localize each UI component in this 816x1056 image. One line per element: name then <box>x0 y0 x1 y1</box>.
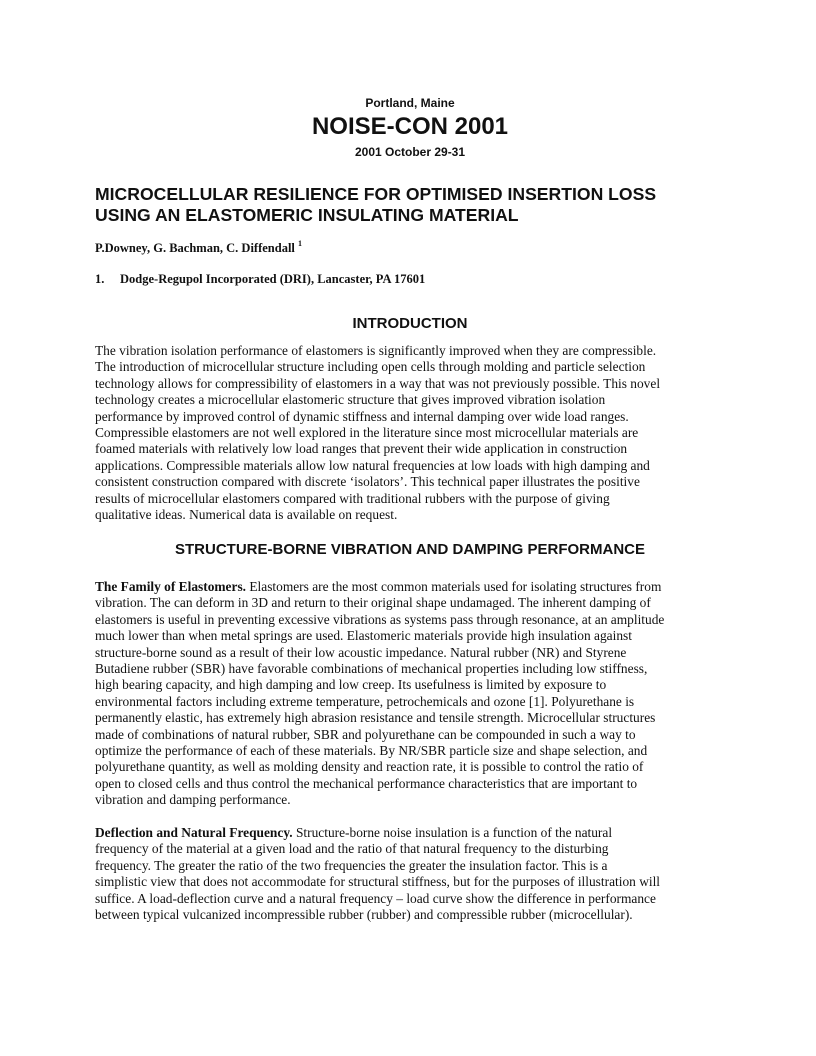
text-line: polyurethane quantity, as well as molding density and reaction rate, it is possible to control the ratio of <box>95 759 644 775</box>
text-line: vibration. The can deform in 3D and return to their original shape undamaged. The inherent damping of <box>95 595 651 611</box>
conference-location: Portland, Maine <box>365 96 455 110</box>
text-line: suffice. A load-deflection curve and a natural frequency – load curve show the difference in performance <box>95 890 656 906</box>
text-line: permanently elastic, has extremely high abrasion resistance and tensile strength. Microcellular structures <box>95 710 656 726</box>
text-line: frequency. The greater the ratio of the two frequencies the greater the insulation factor. This is a <box>95 857 608 873</box>
section-heading-structure-borne: STRUCTURE-BORNE VIBRATION AND DAMPING PERFORMANCE <box>175 541 645 558</box>
section-heading-introduction: INTRODUCTION <box>352 315 468 332</box>
run-in-heading: Deflection and Natural Frequency. <box>95 825 293 840</box>
text-line: technology allows for compressibility of elastomers in a way that was not previously possible. This novel <box>95 375 661 391</box>
text-line: made of combinations of natural rubber, SBR and polyurethane can be compounded in such a way to <box>95 726 636 742</box>
deflection-paragraph <box>95 825 725 923</box>
text-line: The Family of Elastomers. Elastomers are the most common materials used for isolating structures from <box>95 579 662 594</box>
text-line: simplistic view that does not accommodate for structural stiffness, but for the purposes of illustration will <box>95 874 661 890</box>
run-in-heading: The Family of Elastomers. <box>95 579 246 594</box>
text-line: consistent construction compared with discrete ‘isolators’. This technical paper illustrates the positive <box>95 474 640 490</box>
paper-title <box>95 184 725 226</box>
text-line: elastomers is useful in preventing excessive vibrations as systems pass through resonance, at an amplitude <box>95 611 665 627</box>
text-line: qualitative ideas. Numerical data is available on request. <box>95 507 398 523</box>
text-line: The vibration isolation performance of elastomers is significantly improved when they are compressible. <box>95 343 657 358</box>
affiliation-text: Dodge-Regupol Incorporated (DRI), Lancaster, PA 17601 <box>120 272 426 286</box>
text-line: environmental factors including extreme temperature, petrochemicals and ozone [1]. Polyurethane is <box>95 693 635 709</box>
text-line: high bearing capacity, and high damping and low creep. Its usefulness is limited by exposure to <box>95 677 607 693</box>
text-line: structure-borne sound as a result of their low acoustic impedance. Natural rubber (NR) and Styrene <box>95 644 627 660</box>
intro-paragraph <box>95 343 725 523</box>
text-line: open to closed cells and thus control the mechanical performance characteristics that are important to <box>95 775 638 791</box>
text-line: vibration and damping performance. <box>95 792 291 808</box>
family-of-elastomers-paragraph <box>95 579 725 809</box>
title-line-1: MICROCELLULAR RESILIENCE FOR OPTIMISED INSERTION LOSS <box>95 184 657 204</box>
text-line: Deflection and Natural Frequency. Structure-borne noise insulation is a function of the natural <box>95 825 613 840</box>
authors-text: P.Downey, G. Bachman, C. Diffendall <box>95 241 295 255</box>
text-line: applications. Compressible materials allow low natural frequencies at low loads with high damping and <box>95 457 650 473</box>
affiliation-number: 1. <box>95 272 105 286</box>
text-line: performance by improved control of dynamic stiffness and internal damping over wide load ranges. <box>95 408 629 424</box>
conference-dates: 2001 October 29-31 <box>354 145 466 159</box>
text-line: results of microcellular elastomers compared with traditional rubbers with the purpose of giving <box>95 490 610 506</box>
text-line: Butadiene rubber (SBR) have favorable combinations of mechanical properties including low stiffness, <box>95 661 648 677</box>
title-line-2: USING AN ELASTOMERIC INSULATING MATERIAL <box>95 205 519 225</box>
conference-name: NOISE-CON 2001 <box>311 113 509 140</box>
author-list <box>95 239 302 256</box>
text-line: between typical vulcanized incompressible rubber (rubber) and compressible rubber (microcellular). <box>95 907 633 923</box>
text-line: optimize the performance of each of these materials. By NR/SBR particle size and shape selection, and <box>95 743 648 759</box>
text-line: frequency of the material at a given load and the ratio of that natural frequency to the disturbing <box>95 841 609 857</box>
text-line: much lower than when metal springs are used. Elastomeric materials provide high insulation against <box>95 628 632 644</box>
text-line: technology creates a microcellular elastomeric structure that gives improved vibration isolation <box>95 392 606 408</box>
author-affiliation-marker: 1 <box>298 239 303 248</box>
text-line: Compressible elastomers are not well explored in the literature since most microcellular materials are <box>95 425 639 441</box>
text-line: The introduction of microcellular structure including open cells through molding and particle selection <box>95 359 646 375</box>
affiliation <box>95 272 425 287</box>
text-line: foamed materials with relatively low load ranges that prevent their wide application in construction <box>95 441 628 457</box>
